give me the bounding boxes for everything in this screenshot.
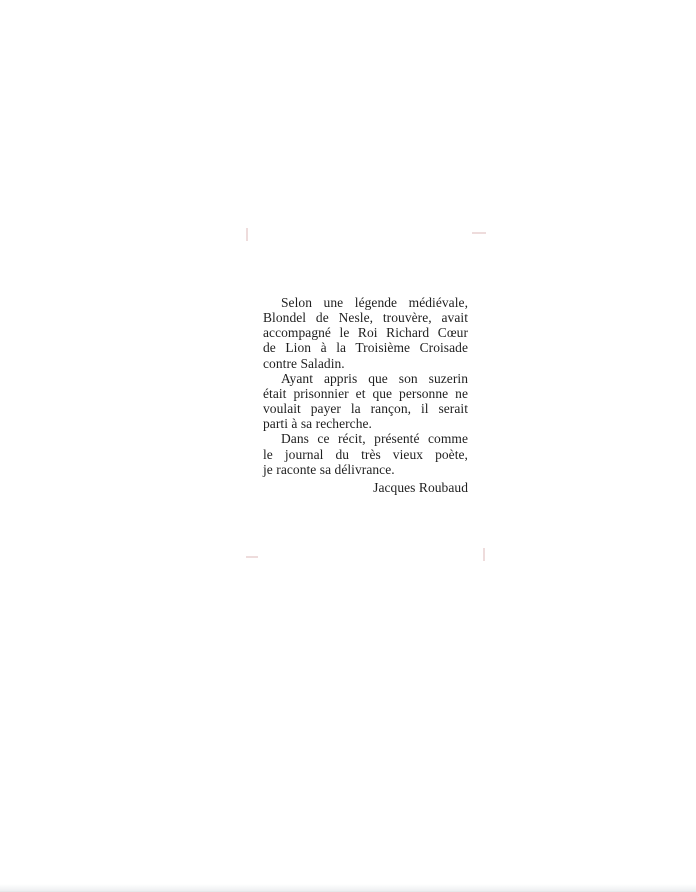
crop-mark-top-left xyxy=(246,228,248,241)
text-line: de Lion à la Troisième Croisade xyxy=(263,340,468,356)
text-line: Dans ce récit, présenté comme xyxy=(281,431,468,447)
text-line: était prisonnier et que personne ne xyxy=(263,385,468,401)
page-edge-shadow xyxy=(0,884,696,892)
crop-mark-top-right xyxy=(472,232,486,234)
crop-mark-bottom-right xyxy=(483,548,485,561)
text-line: le journal du très vieux poète, xyxy=(263,446,468,462)
text-line: accompagné le Roi Richard Cœur xyxy=(263,325,468,341)
crop-mark-bottom-left xyxy=(246,556,258,558)
text-line: Blondel de Nesle, trouvère, avait xyxy=(263,310,468,326)
text-line: Ayant appris que son suzerin xyxy=(281,370,468,386)
text-line: contre Saladin. xyxy=(263,355,345,371)
text-line: voulait payer la rançon, il serait xyxy=(263,401,468,417)
author-signature: Jacques Roubaud xyxy=(373,479,468,495)
text-line: je raconte sa délivrance. xyxy=(263,461,395,477)
text-line: Selon une légende médiévale, xyxy=(281,295,468,310)
text-line: parti à sa recherche. xyxy=(263,416,372,432)
synopsis-text-block xyxy=(263,295,468,495)
